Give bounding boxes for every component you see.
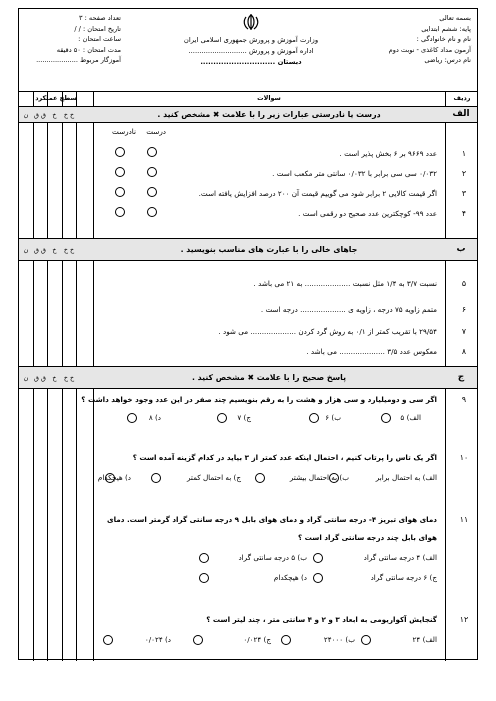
question-11-text: دمای هوای تبریز ۴- درجه سانتی گراد و دمای هوای بابل ۹ درجه سانتی گراد گرمتر است. دمای: [107, 515, 437, 524]
answer-false-radio[interactable]: [115, 187, 125, 197]
option-radio[interactable]: [217, 413, 227, 423]
header-center-0: وزارت آموزش و پرورش جمهوری اسلامی ایران: [183, 36, 319, 44]
header-right-2: نام و نام خانوادگی :: [416, 35, 471, 44]
option-label: ج) ۶ درجه سانتی گراد: [370, 573, 437, 582]
question-number: ۳: [461, 189, 467, 198]
section-b-header: [19, 239, 477, 261]
question-2-text: ۰/۰۳۲ سی سی برابر با ۰/۰۳۲ سانتی متر مکعب است .: [272, 169, 437, 178]
col-row-header: ردیف: [453, 94, 471, 102]
section-b-letter: ب: [456, 244, 466, 254]
question-11-text-cont: هوای بابل چند درجه سانتی گراد است ؟: [298, 533, 437, 542]
level-label: خ خ: [63, 374, 75, 382]
header-right-4: نام درس: ریاضی: [424, 56, 471, 65]
question-9-text: اگر سی و دومیلیارد و سی هزار و هشت را به رقم بنویسیم چند صفر در این عدد وجود خواهد داشت ؟: [81, 395, 437, 404]
level-label: خ خ: [63, 111, 75, 119]
section-a-header: [19, 107, 477, 123]
option-radio[interactable]: [381, 413, 391, 423]
option-label: د) هیچکدام: [97, 473, 131, 482]
section-c-title: پاسخ صحیح را با علامت ✖ مشخص کنید .: [191, 373, 347, 382]
question-8-text: معکوس عدد ۳/۵ .................... می باشد .: [306, 347, 437, 356]
option-radio[interactable]: [151, 473, 161, 483]
question-number: ۱۲: [459, 615, 469, 624]
exam-frame: [18, 8, 478, 660]
question-1-text: عدد ۹۶۶۹ بر ۶ بخش پذیر است .: [339, 149, 437, 158]
header-center: [151, 13, 351, 68]
option-radio[interactable]: [313, 553, 323, 563]
option-label: ج) ۰/۰۲۴: [243, 635, 271, 644]
level-label: ق ق: [34, 111, 46, 119]
option-label: ب) ۶: [325, 413, 341, 422]
option-radio[interactable]: [105, 473, 115, 483]
option-label: ج) ۷: [237, 413, 251, 422]
option-label: ب) ۲۴۰۰۰: [323, 635, 355, 644]
answer-false-radio[interactable]: [115, 207, 125, 217]
section-a-body: [19, 123, 477, 239]
question-number: ۶: [461, 305, 467, 314]
header-left-0: تعداد صفحه : ۳: [78, 14, 121, 22]
header-right: [389, 13, 471, 66]
col-questions-header: سوالات: [257, 94, 281, 102]
level-label: ق ق: [34, 246, 46, 254]
option-radio[interactable]: [361, 635, 371, 645]
question-number: ۴: [461, 209, 467, 218]
section-c-header: [19, 367, 477, 389]
question-12-text: گنجایش آکواریومی به ابعاد ۳ و ۲ و ۴ سانتی متر ، چند لیتر است ؟: [206, 615, 437, 624]
header-left-3: مدت امتحان : ۵۰ دقیقه: [56, 45, 121, 54]
level-label: خ: [52, 111, 57, 119]
question-number: ۹: [461, 395, 467, 404]
false-label: نادرست: [112, 127, 136, 136]
header-left-2: ساعت امتحان :: [78, 35, 121, 44]
option-radio[interactable]: [313, 573, 323, 583]
option-label: د) هیچکدام: [273, 573, 307, 582]
option-radio[interactable]: [103, 635, 113, 645]
section-c-letter: ج: [457, 372, 465, 382]
question-number: ۵: [461, 279, 467, 288]
header-right-1: پایه: ششم ابتدایی: [421, 24, 471, 33]
option-label: ج) به احتمال کمتر: [186, 473, 241, 482]
option-radio[interactable]: [127, 413, 137, 423]
level-label: ق ق: [34, 374, 46, 382]
option-label: الف) ۴ درجه سانتی گراد: [363, 553, 437, 562]
option-label: الف) به احتمال برابر: [375, 473, 437, 482]
answer-true-radio[interactable]: [147, 147, 157, 157]
option-radio[interactable]: [281, 635, 291, 645]
level-label: ن: [23, 246, 29, 254]
answer-true-radio[interactable]: [147, 207, 157, 217]
header-center-1: اداره آموزش و پرورش ...........................: [188, 47, 314, 55]
answer-true-radio[interactable]: [147, 167, 157, 177]
question-10-text: اگر یک تاس را پرتاب کنیم ، احتمال اینکه عدد کمتر از ۳ بیاید در کدام گزینه آمده است ؟: [132, 453, 437, 462]
header-center-2: دبستان .............................: [200, 58, 302, 66]
iran-emblem-icon: [240, 13, 262, 31]
header-left-4: آموزگار مربوط ....................: [36, 56, 121, 65]
section-a-title: درست یا نادرستی عبارات زیر را با علامت ✖ مشخص کنید .: [157, 110, 381, 119]
option-label: ب) به احتمال بیشتر: [289, 473, 349, 482]
question-number: ۱۰: [459, 453, 469, 462]
level-label: خ خ: [63, 246, 75, 254]
question-number: ۸: [461, 347, 467, 356]
section-b-title: جاهای خالی را با عبارت های مناسب بنویسید .: [180, 245, 358, 254]
option-radio[interactable]: [309, 413, 319, 423]
level-label: ن: [23, 111, 29, 119]
option-radio[interactable]: [199, 553, 209, 563]
option-label: د) ۰/۰۲۴: [144, 635, 171, 644]
question-number: ۱: [461, 149, 467, 158]
question-7-text: ۲۹/۵۴ با تقریب کمتر از ۰/۱ به روش گرد کردن .................... می شود .: [218, 327, 437, 336]
true-label: درست: [146, 127, 166, 136]
option-label: الف) ۵: [400, 413, 421, 422]
option-label: الف) ۲۴: [412, 635, 437, 644]
col-score-header: سطح عملکرد: [35, 94, 77, 102]
option-radio[interactable]: [255, 473, 265, 483]
option-radio[interactable]: [193, 635, 203, 645]
answer-false-radio[interactable]: [115, 167, 125, 177]
header-left-1: تاریخ امتحان : / /: [74, 24, 121, 33]
question-number: ۱۱: [459, 515, 469, 524]
option-radio[interactable]: [199, 573, 209, 583]
question-number: ۲: [461, 169, 467, 178]
level-label: ن: [23, 374, 29, 382]
question-5-text: نسبت ۳/۷ به ۱/۴ مثل نسبت .................... به ۲۱ می باشد .: [253, 279, 437, 288]
section-c-body: [19, 389, 477, 661]
question-4-text: عدد ۹۹- کوچکترین عدد صحیح دو رقمی است .: [298, 209, 437, 218]
question-3-text: اگر قیمت کالایی ۲ برابر شود می گوییم قیمت آن ۲۰۰ درصد افزایش یافته است.: [198, 189, 437, 198]
table-head-row: [19, 91, 477, 107]
header-right-0: بسمه تعالی: [439, 14, 471, 22]
header-right-3: آزمون مداد کاغذی - نوبت دوم: [388, 45, 471, 54]
option-label: ب) ۵ درجه سانتی گراد: [238, 553, 307, 562]
question-6-text: متمم زاویه ۷۵ درجه ، زاویه ی .................... درجه است .: [260, 305, 437, 314]
question-number: ۷: [461, 327, 467, 336]
section-b-body: [19, 261, 477, 367]
option-label: د) ۸: [148, 413, 161, 422]
header-left: [25, 13, 121, 66]
answer-false-radio[interactable]: [115, 147, 125, 157]
level-label: خ: [52, 246, 57, 254]
answer-true-radio[interactable]: [147, 187, 157, 197]
level-label: خ: [52, 374, 57, 382]
section-a-letter: الف: [452, 109, 470, 119]
exam-header: [19, 9, 477, 92]
